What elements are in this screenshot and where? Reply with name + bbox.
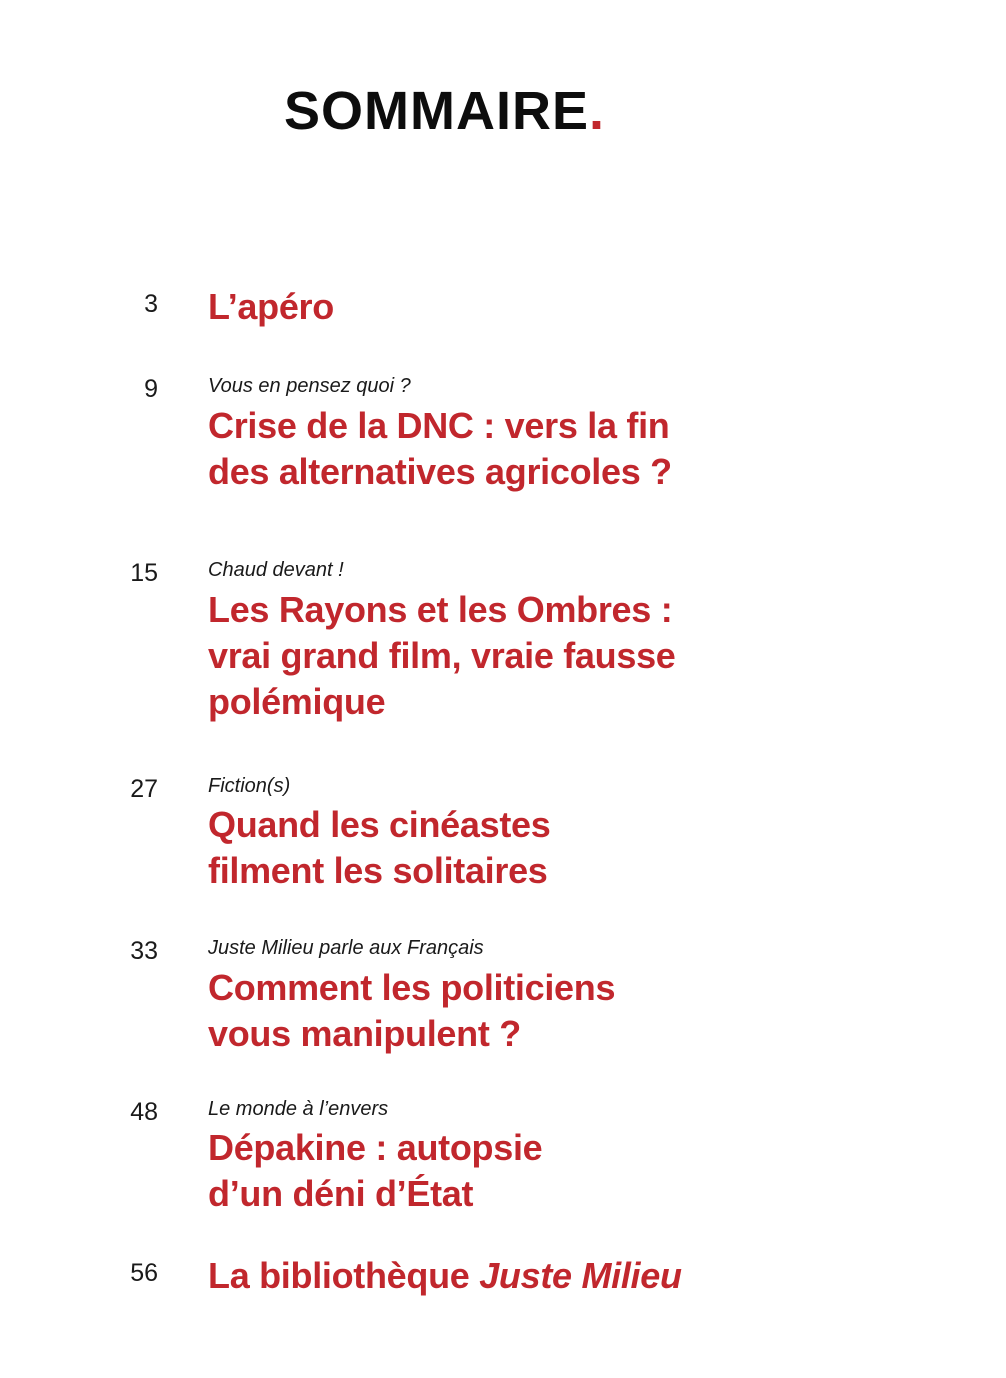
toc-headline-line: Comment les politiciens <box>208 967 616 1008</box>
toc-headline <box>208 1253 908 1299</box>
toc-headline-line: filment les solitaires <box>208 850 548 891</box>
toc-page-number: 27 <box>130 775 158 803</box>
toc-page-number: 3 <box>144 290 158 318</box>
toc-headline-line <box>208 1253 908 1299</box>
toc-page-number: 48 <box>130 1098 158 1126</box>
toc-page-number: 56 <box>130 1259 158 1287</box>
toc-headline-line: d’un déni d’État <box>208 1173 474 1214</box>
toc-headline <box>208 284 908 330</box>
toc-headline-line: Les Rayons et les Ombres : <box>208 589 673 630</box>
toc-headline-line: L’apéro <box>208 286 334 327</box>
toc-headline-line: vous manipulent ? <box>208 1013 521 1054</box>
page-title <box>284 78 605 144</box>
toc-page-number: 33 <box>130 937 158 965</box>
page-title-text: SOMMAIRE <box>284 81 589 141</box>
toc-page-number: 9 <box>144 375 158 403</box>
toc-headline-line: Crise de la DNC : vers la fin <box>208 405 670 446</box>
toc-rubric: Juste Milieu parle aux Français <box>208 937 484 959</box>
toc-rubric: Le monde à l’envers <box>208 1098 389 1120</box>
toc-headline-line: vrai grand film, vraie fausse <box>208 635 676 676</box>
toc-headline <box>208 403 908 495</box>
toc-page-number: 15 <box>130 559 158 587</box>
toc-headline <box>208 802 908 894</box>
toc-rubric: Fiction(s) <box>208 775 291 797</box>
toc-headline-line: Dépakine : autopsie <box>208 1127 543 1168</box>
toc-headline-line: polémique <box>208 681 386 722</box>
page-title-dot: . <box>589 81 606 141</box>
toc-headline <box>208 1125 908 1217</box>
toc-headline-line: Quand les cinéastes <box>208 804 551 845</box>
toc-rubric: Chaud devant ! <box>208 559 344 581</box>
toc-headline-plain: La bibliothèque <box>208 1255 480 1296</box>
toc-rubric: Vous en pensez quoi ? <box>208 375 411 397</box>
toc-headline <box>208 965 908 1057</box>
toc-headline-italic: Juste Milieu <box>479 1255 682 1296</box>
toc-headline-line: des alternatives agricoles ? <box>208 451 672 492</box>
toc-headline <box>208 587 908 725</box>
